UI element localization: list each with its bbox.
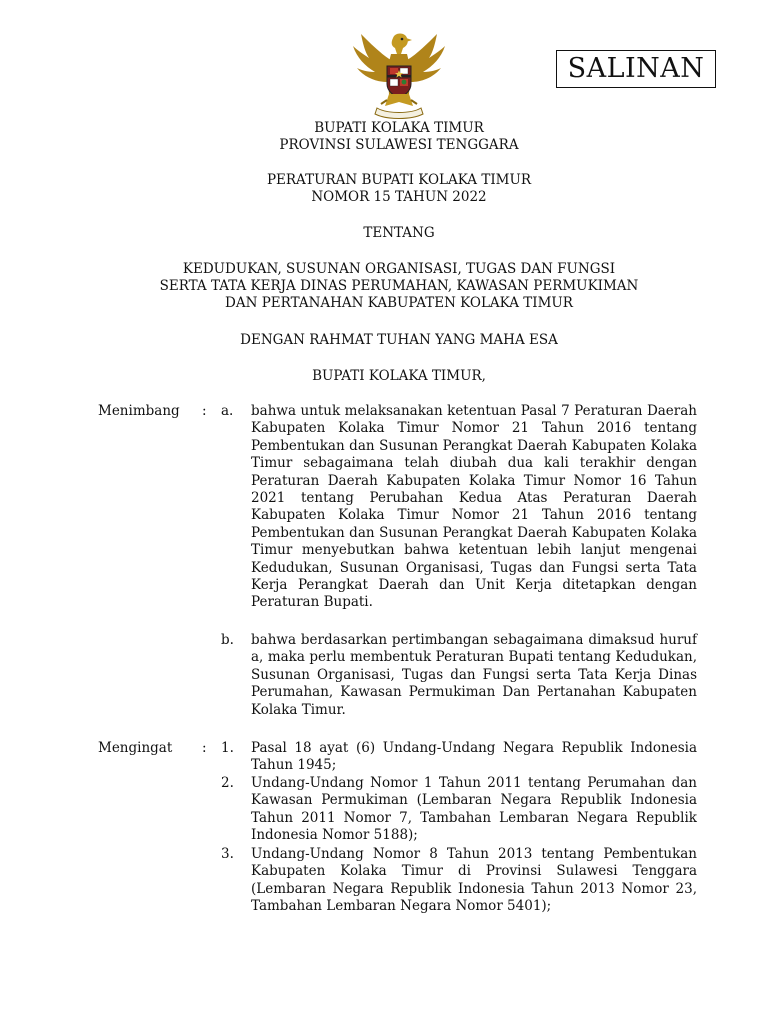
header-line-1: BUPATI KOLAKA TIMUR: [314, 120, 484, 136]
mengingat-item-2: Undang-Undang Nomor 1 Tahun 2011 tentang Perumahan dan Kawasan Permukiman (Lembaran Negara Republik Indonesia Tahun 2011 Nomor 7, Tambahan Lembaran Negara Republik Indonesia Nomor 5188);: [251, 775, 697, 844]
menimbang-colon: :: [202, 403, 207, 419]
menimbang-item-b: bahwa berdasarkan pertimbangan sebagaimana dimaksud huruf a, maka perlu membentuk Peraturan Bupati tentang Kedudukan, Susunan Organisasi, Tugas dan Fungsi serta Tata Kerja Dinas Perumahan, Kawasan Permukiman Dan Pertanahan Kabupaten Kolaka Timur.: [251, 632, 697, 718]
blessing-line: DENGAN RAHMAT TUHAN YANG MAHA ESA: [240, 332, 558, 348]
subject-line-3: DAN PERTANAHAN KABUPATEN KOLAKA TIMUR: [225, 295, 573, 311]
subject-line-1: KEDUDUKAN, SUSUNAN ORGANISASI, TUGAS DAN FUNGSI: [182, 261, 616, 277]
mengingat-colon: :: [202, 740, 207, 756]
menimbang-marker-b: b.: [221, 632, 234, 648]
mengingat-marker-1: 1.: [221, 740, 234, 756]
mengingat-item-3: Undang-Undang Nomor 8 Tahun 2013 tentang Pembentukan Kabupaten Kolaka Timur di Provinsi Sulawesi Tenggara (Lembaran Negara Republik Indonesia Tahun 2013 Nomor 23, Tambahan Lembaran Negara Nomor 5401);: [251, 846, 697, 915]
garuda-emblem-icon: [351, 30, 447, 122]
mengingat-label: Mengingat: [98, 740, 173, 756]
mengingat-item-1: Pasal 18 ayat (6) Undang-Undang Negara Republik Indonesia Tahun 1945;: [251, 740, 697, 774]
about-heading: TENTANG: [363, 225, 435, 241]
header-line-2: PROVINSI SULAWESI TENGGARA: [279, 137, 519, 153]
issuer-line: BUPATI KOLAKA TIMUR,: [312, 368, 486, 384]
subject-line-2: SERTA TATA KERJA DINAS PERUMAHAN, KAWASAN PERMUKIMAN: [159, 278, 639, 294]
menimbang-marker-a: a.: [221, 403, 234, 419]
mengingat-marker-2: 2.: [221, 775, 234, 791]
menimbang-label: Menimbang: [98, 403, 180, 419]
salinan-stamp: SALINAN: [556, 50, 716, 88]
regulation-title: PERATURAN BUPATI KOLAKA TIMUR: [266, 172, 532, 188]
mengingat-marker-3: 3.: [221, 846, 234, 862]
regulation-number: NOMOR 15 TAHUN 2022: [311, 189, 487, 205]
menimbang-item-a: bahwa untuk melaksanakan ketentuan Pasal 7 Peraturan Daerah Kabupaten Kolaka Timur Nomor 21 Tahun 2016 tentang Pembentukan dan Susunan Perangkat Daerah Kabupaten Kolaka Timur sebagaimana telah diubah dua kali terakhir dengan Peraturan Daerah Kabupaten Kolaka Timur Nomor 16 Tahun 2021 tentang Perubahan Kedua Atas Peraturan Daerah Kabupaten Kolaka Timur Nomor 21 Tahun 2016 tentang Pembentukan dan Susunan Perangkat Daerah Kabupaten Kolaka Timur menyebutkan bahwa ketentuan lebih lanjut mengenai Kedudukan, Susunan Organisasi, Tugas dan Fungsi serta Tata Kerja Perangkat Daerah dan Unit Kerja ditetapkan dengan Peraturan Bupati.: [251, 403, 697, 611]
